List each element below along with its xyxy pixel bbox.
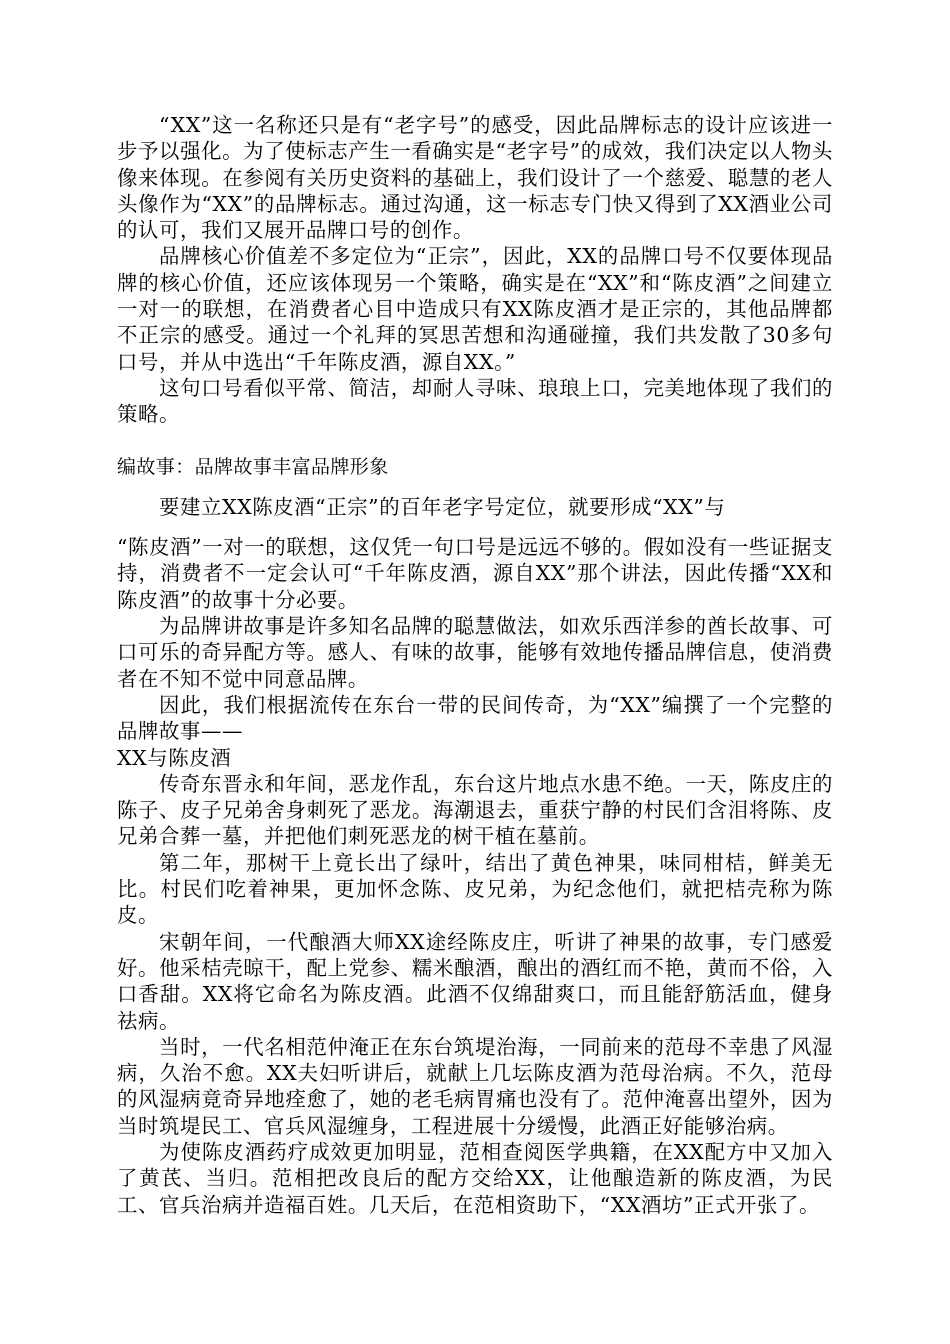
story-paragraph: 传奇东晋永和年间，恶龙作乱，东台这片地点水患不绝。一天，陈皮庄的陈子、皮子兄弟舍身刺死了恶龙。海潮退去，重获宁静的村民们含泪将陈、皮兄弟合葬一墓，并把他们刺死恶龙的树干植在墓前。 [117, 771, 833, 849]
story-paragraph: 当时，一代名相范仲淹正在东台筑堤治海，一同前来的范母不幸患了风湿病，久治不愈。XX夫妇听讲后，就献上几坛陈皮酒为范母治病。不久，范母的风湿病竟奇异地痊愈了，她的老毛病胃痛也没有了。范仲淹喜出望外，因为当时筑堤民工、官兵风湿缠身，工程进展十分缓慢，此酒正好能够治病。 [117, 1034, 833, 1138]
paragraph-lead-continuation: “陈皮酒”一对一的联想，这仅凭一句口号是远远不够的。假如没有一些证据支持，消费者不一定会认可“千年陈皮酒，源自XX”那个讲法，因此传播“XX和陈皮酒”的故事十分必要。 [117, 535, 833, 612]
paragraph-storytelling: 为品牌讲故事是许多知名品牌的聪慧做法，如欢乐西洋参的酋长故事、可口可乐的奇异配方等。感人、有味的故事，能够有效地传播品牌信息，使消费者在不知不觉中同意品牌。 [117, 614, 833, 691]
story-paragraph: 宋朝年间，一代酿酒大师XX途经陈皮庄，听讲了神果的故事，专门感爱好。他采桔壳晾干，配上党参、糯米酿酒，酿出的酒红而不艳，黄而不俗，入口香甜。XX将它命名为陈皮酒。此酒不仅绵甜爽口，而且能舒筋活血，健身祛病。 [117, 929, 833, 1033]
document-page [117, 112, 833, 1218]
story-title: XX与陈皮酒 [117, 745, 232, 770]
paragraph-brand-logo: “XX”这一名称还只是有“老字号”的感受，因此品牌标志的设计应该进一步予以强化。为了使标志产生一看确实是“老字号”的成效，我们决定以人物头像来体现。在参阅有关历史资料的基础上，我们设计了一个慈爱、聪慧的老人头像作为“XX”的品牌标志。通过沟通，这一标志专门快又得到了XX酒业公司的认可，我们又展开品牌口号的创作。 [117, 113, 833, 243]
paragraph-lead-line: 要建立XX陈皮酒“正宗”的百年老字号定位，就要形成“XX”与 [159, 494, 726, 519]
paragraph-story-intro: 因此，我们根据流传在东台一带的民间传奇，为“XX”编撰了一个完整的品牌故事—— [117, 692, 833, 744]
paragraph-slogan-comment: 这句口号看似平常、简洁，却耐人寻味、琅琅上口，完美地体现了我们的策略。 [117, 375, 833, 427]
paragraph-brand-slogan: 品牌核心价值差不多定位为“正宗”，因此，XX的品牌口号不仅要体现品牌的核心价值，还应该体现另一个策略，确实是在“XX”和“陈皮酒”之间建立一对一的联想，在消费者心目中造成只有XX陈皮酒才是正宗的，其他品牌都不正宗的感受。通过一个礼拜的冥思苦想和沟通碰撞，我们共发散了30多句口号，并从中选出“千年陈皮酒，源自XX。” [117, 244, 833, 374]
story-paragraph: 为使陈皮酒药疗成效更加明显，范相查阅医学典籍，在XX配方中又加入了黄芪、当归。范相把改良后的配方交给XX，让他酿造新的陈皮酒，为民工、官兵治病并造福百姓。几天后，在范相资助下，“XX酒坊”正式开张了。 [117, 1139, 833, 1217]
section-heading: 编故事：品牌故事丰富品牌形象 [117, 455, 389, 478]
story-paragraph: 第二年，那树干上竟长出了绿叶，结出了黄色神果，味同柑桔，鲜美无比。村民们吃着神果，更加怀念陈、皮兄弟，为纪念他们，就把桔壳称为陈皮。 [117, 850, 833, 928]
